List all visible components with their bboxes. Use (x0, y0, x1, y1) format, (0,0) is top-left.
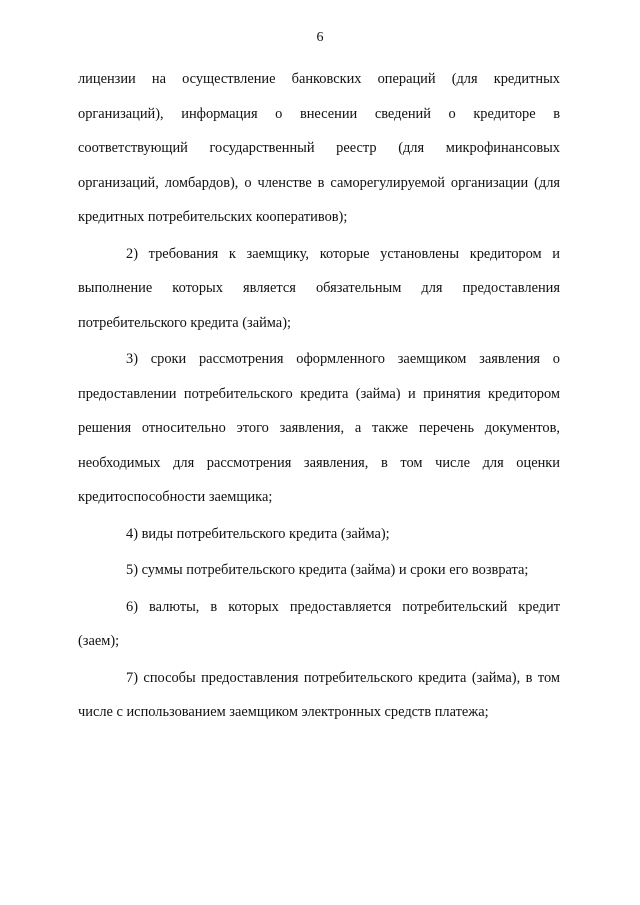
paragraph-item-3: 3) сроки рассмотрения оформленного заемщиком заявления о предоставлении потребительского кредита (займа) и принятия кредитором решения относительно этого заявления, а также перечень документов, необходимых для рассмотрения заявления, в том числе для оценки кредитоспособности заемщика; (78, 351, 560, 505)
paragraph-item-7: 7) способы предоставления потребительского кредита (займа), в том числе с использованием заемщиком электронных средств платежа; (78, 669, 560, 720)
paragraph-item-4: 4) виды потребительского кредита (займа); (126, 525, 390, 542)
paragraph-item-2: 2) требования к заемщику, которые установлены кредитором и выполнение которых является обязательным для предоставления потребительского кредита (займа); (78, 245, 560, 331)
document-body (78, 62, 560, 730)
paragraph-continuation: лицензии на осуществление банковских операций (для кредитных организаций), информация о внесении сведений о кредиторе в соответствующий государственный реестр (для микрофинансовых организаций, ломбардов), о членстве в саморегулируемой организации (для кредитных потребительских кооперативов); (78, 71, 560, 225)
paragraph-item-5: 5) суммы потребительского кредита (займа) и сроки его возврата; (126, 562, 529, 578)
paragraph-item-6: 6) валюты, в которых предоставляется потребительский кредит (заем); (78, 598, 560, 649)
page-number: 6 (316, 30, 324, 45)
